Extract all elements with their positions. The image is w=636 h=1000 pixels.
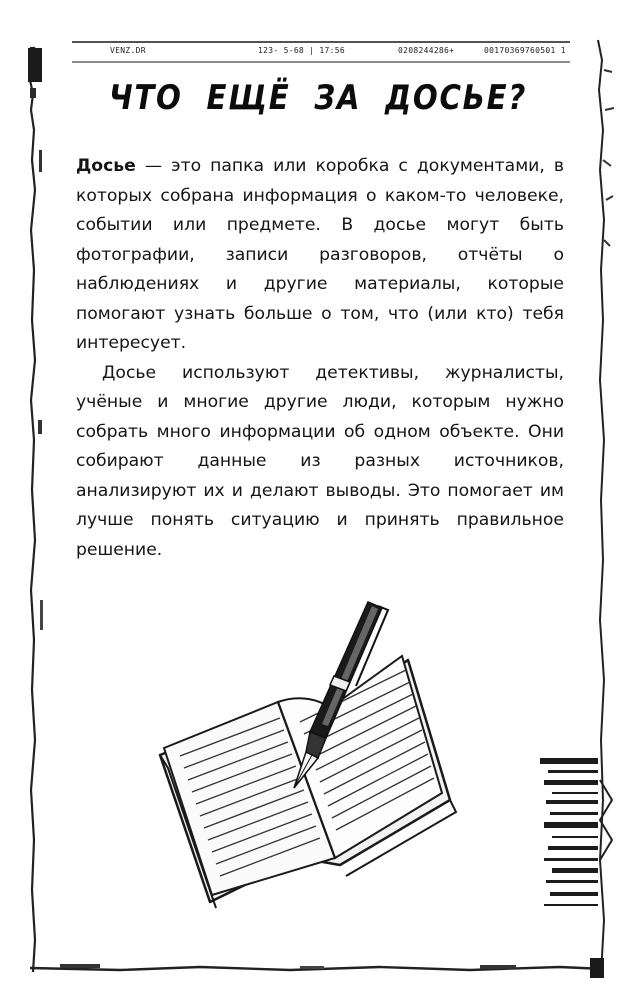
- paragraph-2: Досье используют детективы, журналисты, учёные и многие другие люди, которым нужно собрать много информации об одном объекте. Они собирают данные из разных источников, анализируют их и делают выводы. Это помогает им лучше понять ситуацию и принять правильное решение.: [76, 362, 564, 560]
- header-code-3: 0208244286+: [398, 46, 455, 55]
- page-title: ЧТО ЕЩЁ ЗА ДОСЬЕ?: [108, 78, 528, 118]
- open-notebook-icon: [160, 656, 456, 908]
- header-code-2: 123- 5-68 | 17:56: [258, 46, 345, 55]
- header-code-strip: [72, 40, 570, 64]
- header-code-1: VENZ.DR: [110, 46, 146, 55]
- notebook-pen-illustration: [150, 590, 470, 910]
- header-code-4: 00170369760501 1: [484, 46, 566, 55]
- body-text: [76, 152, 564, 565]
- paragraph-1: [76, 152, 564, 359]
- term-dossier: Досье: [76, 156, 136, 176]
- paragraph-1-text: — это папка или коробка с документами, в которых собрана информация о каком-то человеке, событии или предмете. В досье могут быть фотографии, записи разговоров, отчёты о наблюдениях и другие материалы, которые помогают узнать больше о том, что (или кто) тебя интересует.: [76, 156, 564, 353]
